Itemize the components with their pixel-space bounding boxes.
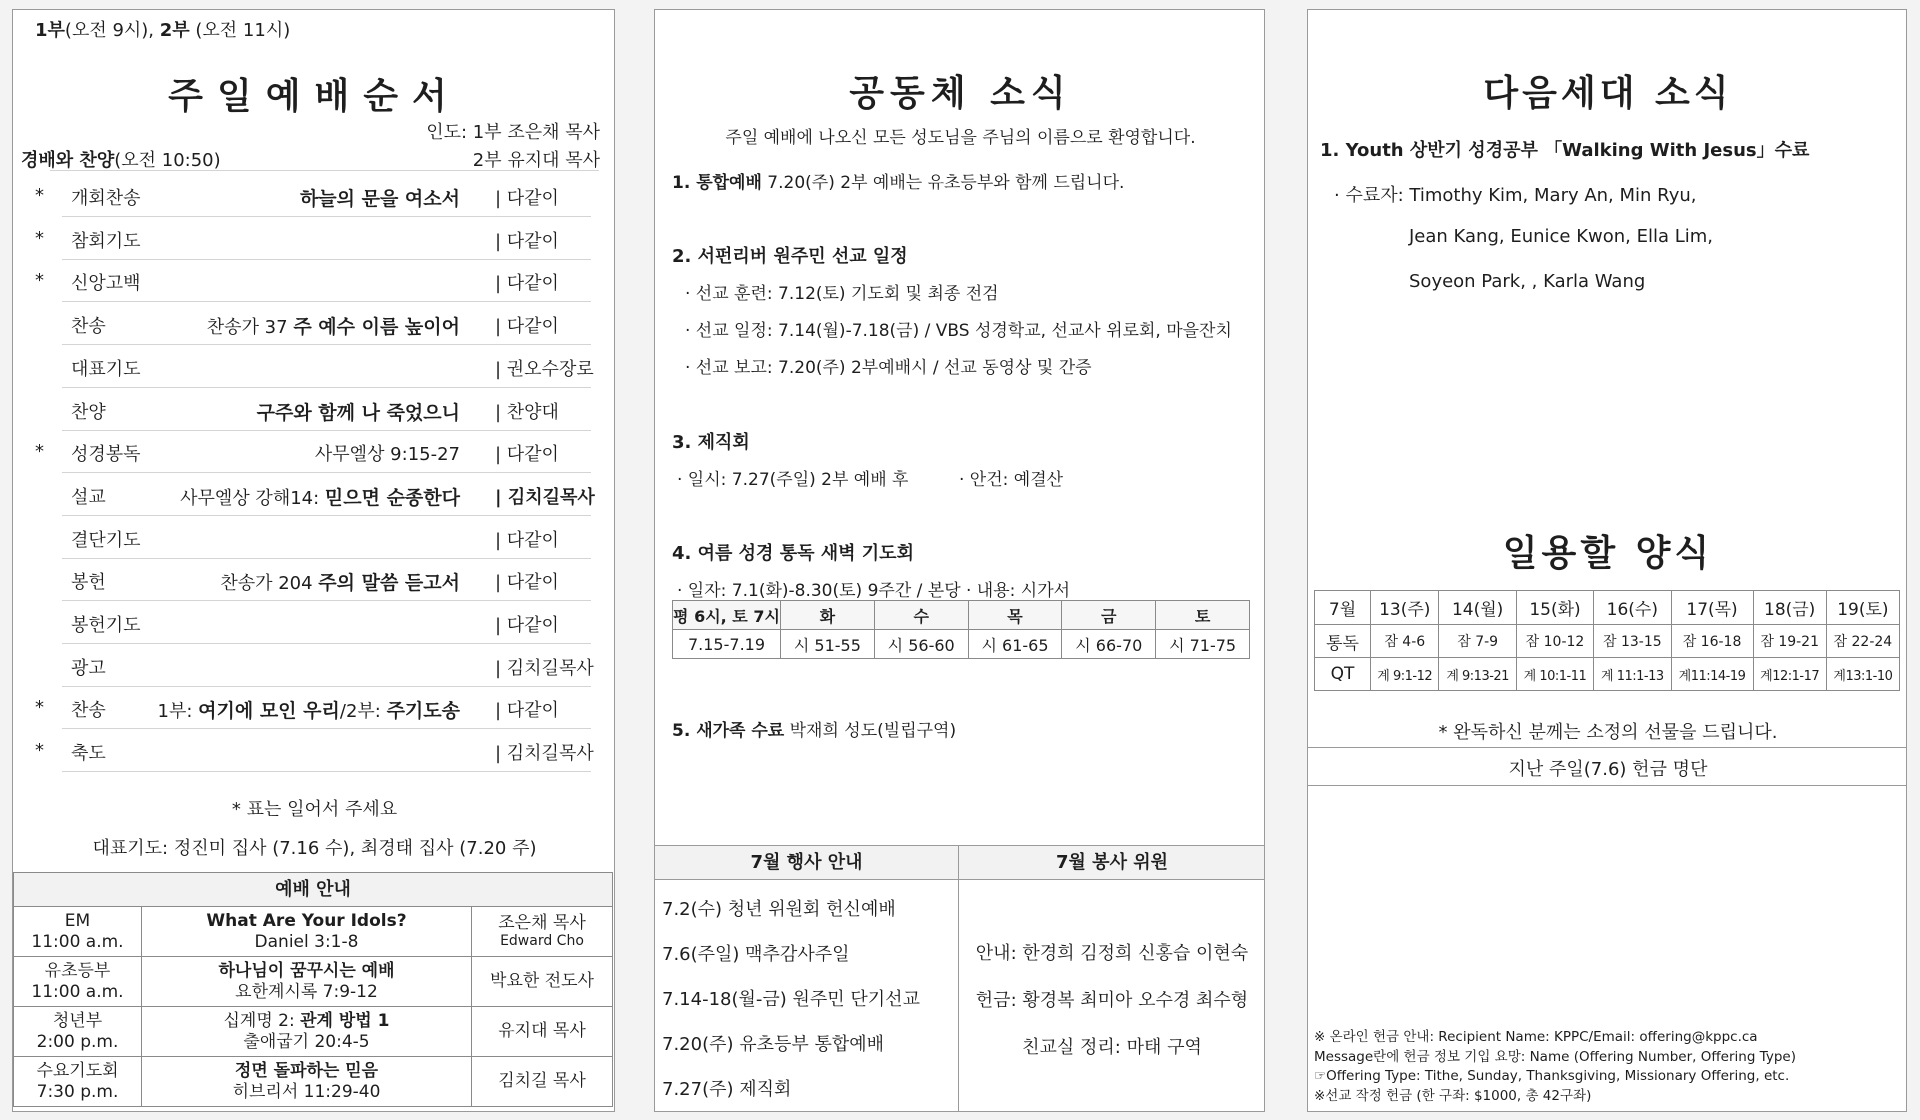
service-preacher: 유지대 목사: [472, 1007, 613, 1057]
order-item-name: 신앙고백: [71, 273, 141, 295]
order-item-name: 찬양: [71, 401, 106, 423]
order-item-content: 사무엘상 강해14: 믿으면 순종한다: [180, 486, 460, 509]
next-gen-panel: [1307, 9, 1907, 1112]
bible-reading-table: [672, 600, 1250, 659]
table-row: [14, 1007, 613, 1057]
news-item-1: 1. 통합예배 7.20(주) 2부 예배는 유초등부와 함께 드립니다.: [672, 173, 1125, 193]
order-item-leader: | 다같이: [495, 529, 559, 551]
order-item-name: 대표기도: [71, 358, 141, 380]
order-item-name: 개회찬송: [71, 188, 141, 209]
table-row: 통독 잠 4-6 잠 7-9 잠 10-12 잠 13-15 잠 16-18 잠 19-21 잠 22-24: [1315, 625, 1900, 658]
graduates-line-2: Jean Kang, Eunice Kwon, Ella Lim,: [1409, 226, 1714, 247]
order-item-name: 봉헌: [71, 572, 106, 594]
order-row: [25, 474, 605, 516]
order-item-leader: | 찬양대: [495, 401, 559, 423]
table-row: 7.15-7.19 시 51-55 시 56-60 시 61-65 시 66-70 시 71-75: [673, 630, 1250, 659]
order-row: [25, 175, 605, 217]
order-item-content: 찬송가 204 주의 말씀 듣고서: [220, 572, 460, 595]
order-row: [25, 389, 605, 431]
order-row: [25, 687, 605, 729]
order-row: [25, 260, 605, 302]
order-item-content: 하늘의 문을 여소서: [299, 188, 460, 210]
service-preacher: 박요한 전도사: [472, 957, 613, 1007]
order-item-leader: | 다같이: [495, 273, 559, 295]
divider: [62, 771, 591, 772]
list-item: · 선교 훈련: 7.12(토) 기도회 및 최종 전검: [685, 284, 999, 304]
list-item: 7.2(수) 청년 위원회 헌신예배: [662, 899, 896, 920]
volunteer-row: 안내: 한경희 김정희 신홍습 이현숙: [975, 943, 1249, 964]
list-item: 7.14-18(월-금) 원주민 단기선교: [662, 989, 920, 1010]
order-item-name: 봉헌기도: [71, 615, 141, 636]
welcome-text: 주일 예배에 나오신 모든 성도님을 주님의 이름으로 환영합니다.: [725, 128, 1196, 148]
order-item-leader: | 다같이: [495, 700, 559, 722]
service-sermon: What Are Your Idols? Daniel 3:1-8: [142, 907, 472, 957]
table-row: 7월 13(주) 14(월) 15(화) 16(수) 17(목) 18(금) 19(토): [1315, 591, 1900, 625]
july-box: [655, 845, 1265, 1112]
service-sermon: 정면 돌파하는 믿음 히브리서 11:29-40: [142, 1057, 472, 1107]
list-item: · 선교 보고: 7.20(주) 2부예배시 / 선교 동영상 및 간증: [685, 358, 1092, 378]
order-row: [25, 602, 605, 644]
service-sermon: 십계명 2: 관계 방법 1 출애굽기 20:4-5: [142, 1007, 472, 1057]
next-gen-title: 다음세대 소식: [1483, 73, 1733, 114]
service-name: 청년부 2:00 p.m.: [14, 1007, 142, 1057]
table-row: [14, 1057, 613, 1107]
order-item-leader: | 김치길목사: [495, 486, 595, 508]
news-item-3-heading: 3. 제직회: [672, 432, 750, 453]
daily-reading-table: [1314, 590, 1900, 691]
service-sermon: 하나님이 꿈꾸시는 예배 요한계시록 7:9-12: [142, 957, 472, 1007]
worship-order-panel: [12, 9, 615, 1112]
list-item: 7.20(주) 유초등부 통합예배: [662, 1034, 885, 1055]
order-row: [25, 303, 605, 345]
list-item: 7.27(주) 제직회: [662, 1079, 792, 1100]
divider: [50, 170, 599, 171]
stand-marker: *: [35, 740, 44, 762]
order-row: [25, 559, 605, 601]
table-row: [14, 957, 613, 1007]
list-item: 7.6(주일) 맥추감사주일: [662, 944, 850, 965]
order-row: [25, 431, 605, 473]
order-item-name: 참회기도: [71, 230, 141, 252]
order-item-leader: | 권오수장로: [495, 358, 594, 380]
order-item-leader: | 다같이: [495, 615, 559, 636]
order-item-name: 설교: [71, 486, 106, 508]
july-events-header: 7월 행사 안내: [655, 846, 958, 880]
service-guide-header: 예배 안내: [14, 873, 613, 907]
reading-content: · 내용: 시가서: [966, 581, 1071, 601]
offering-list-header: 지난 주일(7.6) 헌금 명단: [1508, 759, 1708, 780]
stand-marker: *: [35, 185, 44, 206]
news-item-4-heading: 4. 여름 성경 통독 새벽 기도회: [672, 543, 914, 564]
volunteer-row: 친교실 정리: 마태 구역: [1022, 1037, 1202, 1058]
volunteer-row: 헌금: 황경복 최미아 오수경 최수형: [975, 990, 1249, 1011]
prayer-schedule: 대표기도: 정진미 집사 (7.16 수), 최경태 집사 (7.20 주): [92, 838, 537, 859]
stand-marker: *: [35, 227, 44, 249]
news-item-5: 5. 새가족 수료 박재희 성도(빌립구역): [672, 721, 957, 741]
order-row: [25, 645, 605, 687]
order-item-name: 성경봉독: [71, 444, 141, 466]
order-row: [25, 730, 605, 772]
service-preacher: 김치길 목사: [472, 1057, 613, 1107]
order-item-leader: | 다같이: [495, 444, 559, 466]
service-name: 유초등부 11:00 a.m.: [14, 957, 142, 1007]
online-giving-info: ※ 온라인 헌금 안내: Recipient Name: KPPC/Email: offering@kppc.ca Message란에 헌금 정보 기입 요망: Name (Offering Number, Offering Type) ☞Offering Type: Tithe, Sunday, Thanksgiving, Missionary Offering, etc. ※선교 작정 헌금 (한 구좌: $1000, 총 42구좌): [1314, 1029, 1796, 1104]
divider: [958, 846, 959, 1112]
leader-line-2: 2부 유지대 목사: [472, 150, 600, 171]
reading-title: 일용할 양식: [1502, 533, 1714, 574]
table-row: [14, 907, 613, 957]
july-volunteers-header: 7월 봉사 위원: [958, 846, 1265, 880]
stand-marker: *: [35, 270, 44, 292]
news-item-2-heading: 2. 서펀리버 원주민 선교 일정: [672, 246, 908, 267]
order-item-content: 찬송가 37 주 예수 이름 높이어: [206, 316, 460, 339]
praise-time: 경배와 찬양(오전 10:50): [21, 150, 221, 171]
order-item-name: 광고: [71, 657, 106, 679]
list-item: · 선교 일정: 7.14(월)-7.18(금) / VBS 성경학교, 선교사 위로회, 마을잔치: [685, 321, 1232, 341]
worship-order-title: 주일예배순서: [168, 76, 461, 117]
order-item-name: 축도: [71, 743, 106, 765]
table-row: QT 계 9:1-12 계 9:13-21 계 10:1-11 계 11:1-13 계11:14-19 계12:1-17 계13:1-10: [1315, 658, 1900, 691]
order-item-content: 사무엘상 9:15-27: [314, 444, 460, 466]
service-name: 수요기도회 7:30 p.m.: [14, 1057, 142, 1107]
order-item-leader: | 다같이: [495, 230, 559, 252]
graduates-line-3: Soyeon Park, , Karla Wang: [1409, 271, 1646, 292]
stand-marker: *: [35, 697, 44, 719]
community-news-panel: [654, 9, 1265, 1112]
order-row: [25, 346, 605, 388]
table-row: 평 6시, 토 7시 화 수 목 금 토: [673, 601, 1250, 630]
service-times: 1부(오전 9시), 2부 (오전 11시): [35, 20, 291, 41]
stand-marker: *: [35, 441, 44, 463]
service-preacher: 조은채 목사 Edward Cho: [472, 907, 613, 957]
order-item-name: 찬송: [71, 700, 106, 722]
service-guide-table: [13, 872, 613, 1107]
meeting-agenda: · 안건: 예결산: [959, 470, 1064, 490]
reading-note: * 완독하신 분께는 소정의 선물을 드립니다.: [1438, 722, 1778, 743]
divider: [1308, 785, 1906, 786]
service-name: EM 11:00 a.m.: [14, 907, 142, 957]
order-item-leader: | 다같이: [495, 572, 559, 594]
order-row: [25, 218, 605, 260]
meeting-date: · 일시: 7.27(주일) 2부 예배 후: [677, 470, 909, 490]
divider: [1308, 747, 1906, 748]
order-item-leader: | 김치길목사: [495, 657, 594, 679]
youth-study-item: 1. Youth 상반기 성경공부 「Walking With Jesus」수료: [1320, 140, 1810, 161]
reading-dates: · 일자: 7.1(화)-8.30(토) 9주간 / 본당: [677, 581, 961, 601]
order-item-name: 찬송: [71, 316, 106, 338]
order-item-leader: | 다같이: [495, 316, 559, 338]
graduates-line-1: · 수료자: Timothy Kim, Mary An, Min Ryu,: [1334, 185, 1697, 206]
leader-line-1: 인도: 1부 조은채 목사: [426, 122, 600, 143]
order-item-leader: | 다같이: [495, 188, 559, 209]
community-title: 공동체 소식: [849, 73, 1072, 114]
stand-note: * 표는 일어서 주세요: [231, 799, 398, 820]
order-row: [25, 517, 605, 559]
order-item-leader: | 김치길목사: [495, 743, 594, 765]
order-item-content: 구주와 함께 나 죽었으니: [256, 401, 460, 424]
order-item-name: 결단기도: [71, 529, 141, 551]
order-item-content: 1부: 여기에 모인 우리/2부: 주기도송: [157, 700, 460, 723]
